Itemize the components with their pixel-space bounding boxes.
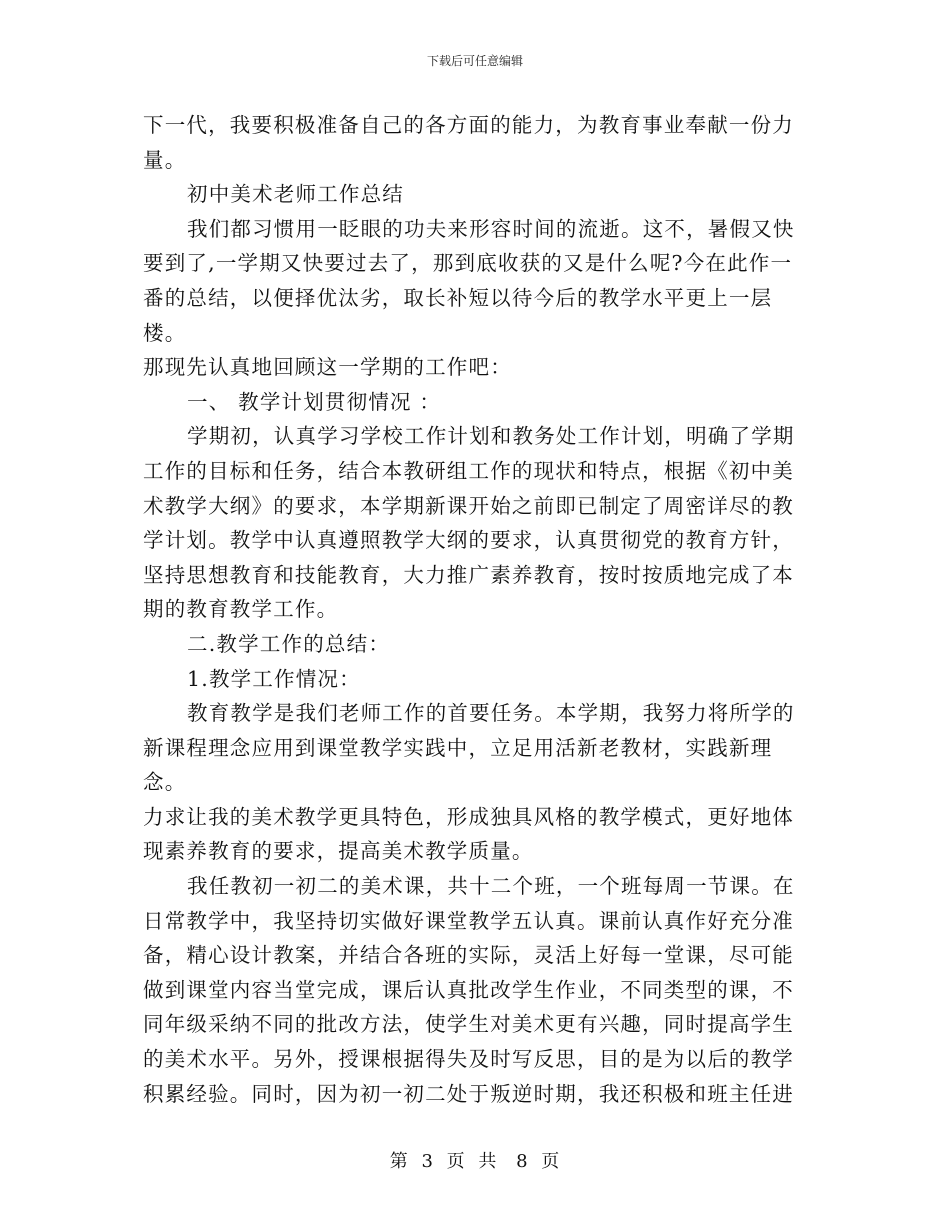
- text-line: 新课程理念应用到课堂教学实践中，立足用活新老教材，实践新理念。: [143, 735, 773, 795]
- text-line: 下一代，我要积极准备自己的各方面的能力，为教育事业奉献一份力: [143, 113, 794, 137]
- text-line: 学期初，认真学习学校工作计划和教务处工作计划，明确了学期: [187, 424, 795, 449]
- text-line: 同年级采纳不同的批改方法，使学生对美术更有兴趣，同时提高学生: [143, 1012, 794, 1037]
- text-line: 一、 教学计划贯彻情况 ：: [187, 389, 442, 414]
- document-body: [143, 108, 813, 1111]
- text-line: 坚持思想教育和技能教育，大力推广素养教育，按时按质地完成了本: [143, 562, 794, 587]
- text-line: 期的教育教学工作。: [143, 597, 339, 622]
- text-line: 我们都习惯用一眨眼的功夫来形容时间的流逝。这不，暑假又快: [187, 216, 795, 241]
- text-line: 我任教初一初二的美术课，共十二个班，一个班每周一节课。在: [187, 874, 795, 899]
- text-line: 做到课堂内容当堂完成，课后认真批改学生作业，不同类型的课，不: [143, 977, 794, 1002]
- text-line: 量。: [143, 147, 187, 172]
- footer-word-di: 第: [389, 1151, 409, 1172]
- text-line: 工作的目标和任务，结合本教研组工作的现状和特点，根据《初中美: [143, 458, 794, 483]
- footer-word-ye: 页: [446, 1151, 466, 1172]
- footer-word-ye-2: 页: [541, 1151, 561, 1172]
- total-pages-number: 8: [516, 1151, 529, 1172]
- page-footer: [0, 1150, 950, 1174]
- text-line: 的美术水平。另外，授课根据得失及时写反思，目的是为以后的教学: [143, 1047, 794, 1072]
- current-page-number: 3: [421, 1151, 434, 1172]
- text-line: 二.教学工作的总结：: [187, 631, 391, 656]
- page-header: 下载后可任意编辑: [426, 54, 523, 68]
- text-line: 那现先认真地回顾这一学期的工作吧：: [143, 355, 512, 380]
- text-line: 术教学大纲》的要求，本学期新课开始之前即已制定了周密详尽的教: [143, 493, 794, 518]
- text-line: 学计划。教学中认真遵照教学大纲的要求，认真贯彻党的教育方针，: [143, 528, 794, 553]
- text-line: 教育教学是我们老师工作的首要任务。本学期，我努力将所学的: [187, 701, 795, 726]
- text-line: 现素养教育的要求，提高美术教学质量。: [143, 839, 534, 864]
- text-line: 日常教学中，我坚持切实做好课堂教学五认真。课前认真作好充分准: [143, 908, 794, 933]
- text-line: 番的总结，以便择优汰劣，取长补短以待今后的教学水平更上一层楼。: [143, 285, 773, 345]
- text-line: 1.教学工作情况：: [187, 666, 361, 691]
- text-line: 备，精心设计教案，并结合各班的实际，灵活上好每一堂课，尽可能: [143, 943, 794, 968]
- text-line: 初中美术老师工作总结: [187, 182, 404, 207]
- text-line: 要到了,一学期又快要过去了，那到底收获的又是什么呢?今在此作一: [143, 251, 793, 276]
- text-line: 积累经验。同时，因为初一初二处于叛逆时期，我还积极和班主任进: [143, 1081, 794, 1106]
- footer-word-gong: 共: [478, 1151, 498, 1172]
- text-line: 力求让我的美术教学更具特色，形成独具风格的教学模式，更好地体: [143, 804, 794, 829]
